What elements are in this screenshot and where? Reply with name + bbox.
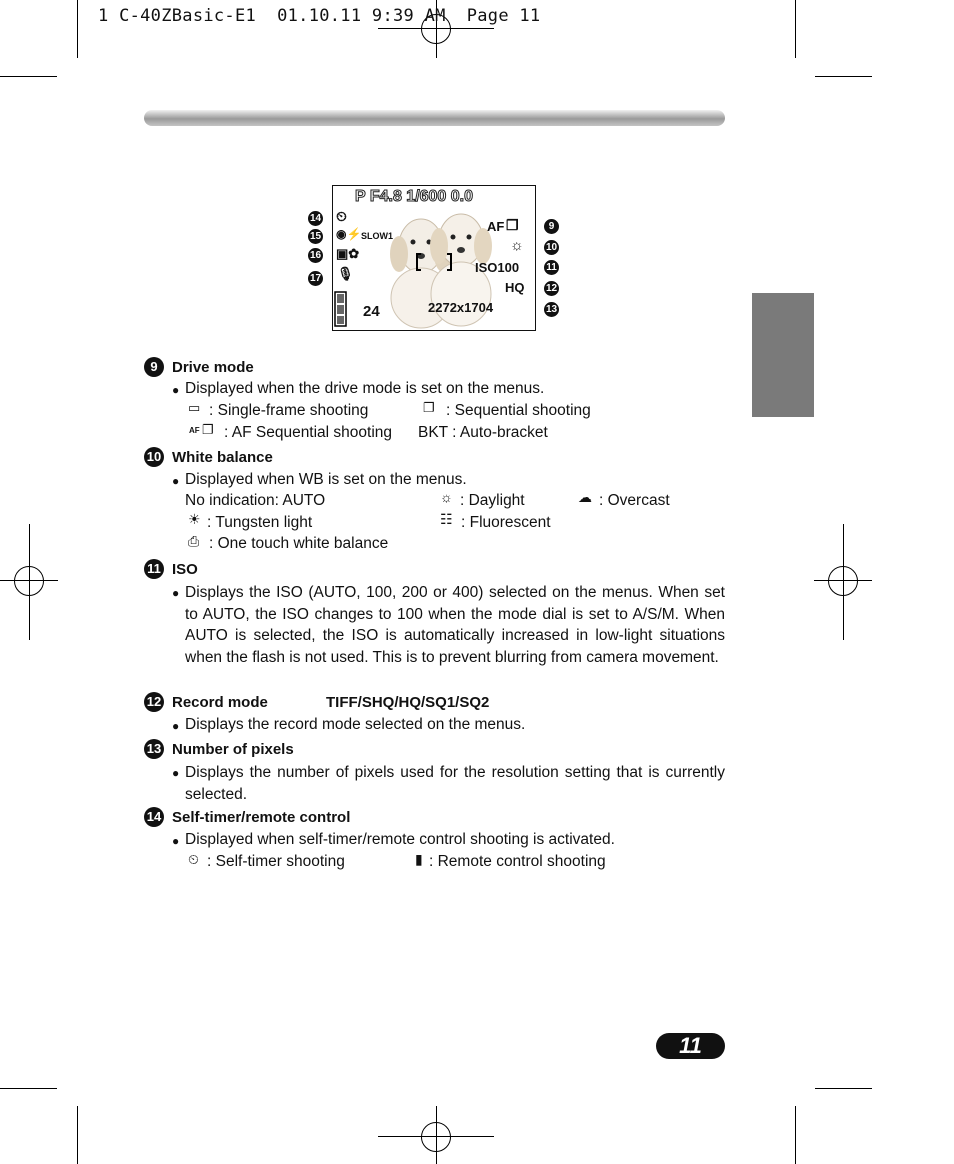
remote-icon: ▮ [415, 851, 423, 867]
lcd-iso: ISO100 [475, 260, 520, 275]
drive-af-seq: : AF Sequential shooting [224, 424, 393, 441]
section-title: ISO [172, 561, 198, 578]
microphone-icon: 🎙 [337, 266, 354, 281]
selftimer-self: : Self-timer shooting [207, 853, 345, 870]
page-number: 11 [656, 1033, 725, 1059]
self-timer-icon: ⏲ [188, 851, 199, 867]
fluorescent-icon: ☷ [440, 511, 453, 527]
section-number: 14 [144, 807, 164, 827]
pixels-text: Displays the number of pixels used for the resolution setting that is currently selected. [185, 764, 725, 803]
crop-mark [77, 1106, 78, 1164]
bullet-icon: ● [172, 766, 180, 780]
callout-15: 15 [309, 231, 322, 242]
bullet-icon: ● [172, 383, 180, 397]
registration-mark [14, 566, 44, 596]
record-modes: TIFF/SHQ/HQ/SQ1/SQ2 [326, 694, 490, 711]
sequential-icon: ❐ [506, 217, 519, 233]
drive-single: : Single-frame shooting [209, 402, 369, 419]
callout-12: 12 [545, 283, 558, 294]
bullet-icon: ● [172, 834, 180, 848]
crop-mark [815, 1088, 872, 1089]
daylight-icon: ☼ [510, 237, 524, 254]
metering-icon: ▣✿ [336, 246, 360, 261]
callout-13: 13 [545, 304, 558, 315]
section-title: Record mode [172, 694, 268, 711]
bullet-icon: ● [172, 474, 180, 488]
bullet-text: Displayed when WB is set on the menus. [185, 471, 467, 488]
self-timer-icon: ⏲ [336, 208, 347, 224]
af-sequential-icon: ❐ [202, 422, 214, 437]
section-number: 11 [144, 559, 164, 579]
af-label: AF [189, 426, 200, 435]
tungsten-icon: ☀ [188, 511, 201, 527]
registration-mark [421, 1122, 451, 1152]
crop-mark [815, 76, 872, 77]
section-title: Self-timer/remote control [172, 809, 351, 826]
single-frame-icon: ▭ [188, 400, 201, 415]
lcd-top-line: P F4.8 1/600 0.0 [355, 188, 474, 205]
wb-tungsten: : Tungsten light [207, 514, 313, 531]
callout-17: 17 [309, 273, 322, 284]
lcd-af-label: AF [487, 219, 505, 234]
section-title: Drive mode [172, 359, 254, 376]
wb-fluorescent: : Fluorescent [461, 514, 551, 531]
selftimer-remote: : Remote control shooting [429, 853, 606, 870]
lcd-slow: SLOW1 [361, 231, 394, 241]
lcd-quality: HQ [505, 280, 525, 295]
callout-16: 16 [309, 250, 322, 261]
iso-text: Displays the ISO (AUTO, 100, 200 or 400) selected on the menus. When set to AUTO, the ISO changes to 100 when the mode dial is set to A/S/M. When AUTO is selected, the ISO is automatically increased in low-light situations when the flash is not used. This is to prevent blurring from camera movement. [185, 584, 725, 666]
bullet-text: Displayed when the drive mode is set on the menus. [185, 380, 545, 397]
section-number: 13 [144, 739, 164, 759]
callout-11: 11 [544, 260, 559, 275]
crop-mark [0, 76, 57, 77]
wb-daylight: : Daylight [460, 492, 525, 509]
section-title: White balance [172, 449, 273, 466]
bullet-icon: ● [172, 586, 180, 600]
section-number: 9 [144, 357, 164, 377]
overcast-icon: ☁ [578, 489, 592, 505]
section-number: 10 [144, 447, 164, 467]
drive-sequential: : Sequential shooting [446, 402, 591, 419]
section-bar [144, 110, 725, 126]
lcd-resolution: 2272x1704 [428, 300, 494, 315]
sequential-icon: ❐ [423, 400, 435, 415]
lcd-frames: 24 [363, 303, 380, 320]
wb-onetouch: : One touch white balance [209, 535, 389, 552]
red-eye-icon: ◉⚡ [336, 227, 362, 241]
crop-mark [795, 1106, 796, 1164]
bullet-text: Displays the record mode selected on the menus. [185, 716, 526, 733]
callout-9: 9 [544, 219, 559, 234]
crop-mark [0, 1088, 57, 1089]
side-tab [752, 293, 814, 417]
crop-mark [795, 0, 796, 58]
section-title: Number of pixels [172, 741, 294, 758]
callout-14: 14 [309, 213, 322, 224]
one-touch-icon: ⎙ [188, 533, 200, 549]
bullet-text: Displayed when self-timer/remote control shooting is activated. [185, 831, 615, 848]
callout-10: 10 [545, 242, 558, 253]
crop-mark [77, 0, 78, 58]
wb-overcast: : Overcast [599, 492, 670, 509]
registration-mark [828, 566, 858, 596]
daylight-icon: ☼ [440, 489, 453, 505]
wb-auto: No indication: AUTO [185, 492, 326, 509]
drive-bkt: BKT : Auto-bracket [418, 424, 548, 441]
bullet-icon: ● [172, 719, 180, 733]
print-header: 1 C-40ZBasic-E1 01.10.11 9:39 AM Page 11 [98, 6, 541, 26]
section-number: 12 [144, 692, 164, 712]
lcd-screen [332, 185, 536, 331]
